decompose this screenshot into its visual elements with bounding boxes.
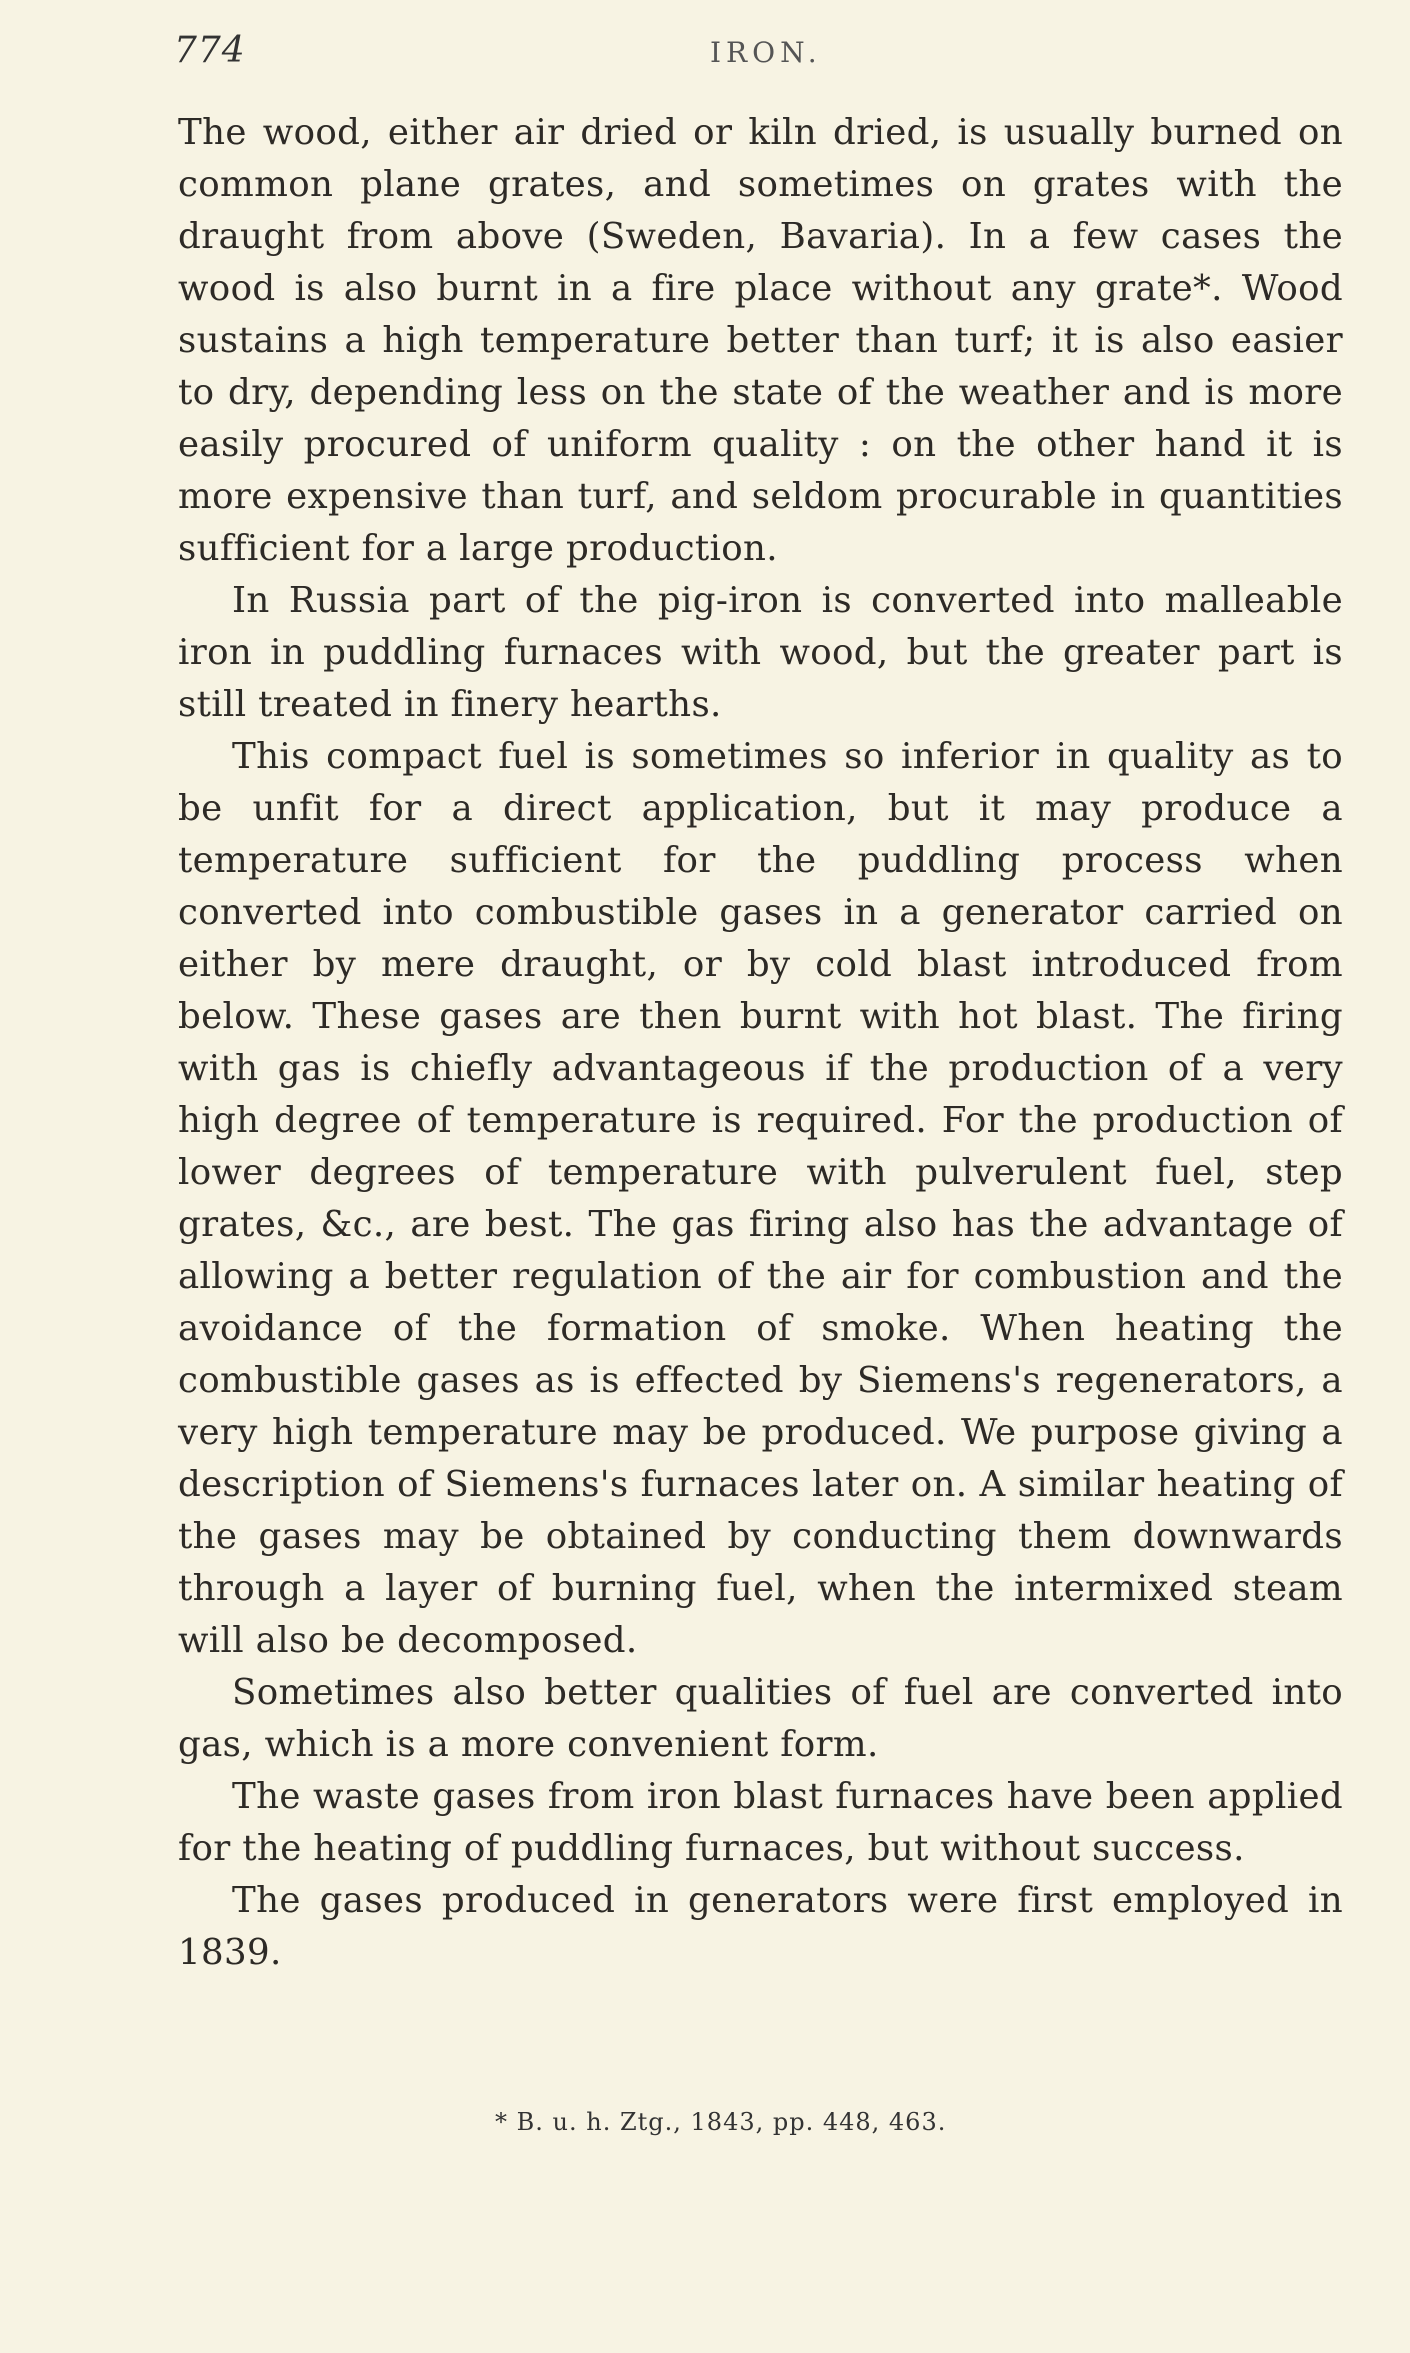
paragraph-waste-gases: The waste gases from iron blast furnaces have been applied for the heating of puddling furnaces, but without success.	[178, 1776, 1343, 1869]
page-header	[174, 30, 1339, 90]
paragraph-russia-puddling: In Russia part of the pig-iron is converted into malleable iron in puddling furnaces with wood, but the greater part is still treated in finery hearths.	[178, 580, 1343, 725]
footnote: * B. u. h. Ztg., 1843, pp. 448, 463.	[495, 2108, 947, 2136]
running-head: IRON.	[710, 36, 822, 69]
paragraph-wood-burning: The wood, either air dried or kiln dried, is usually burned on common plane grates, and sometimes on grates with the draught from above (Sweden, Bavaria). In a few cases the wood is also burnt in a fire place without any grate*. Wood sustains a high temperature better than turf; it is also easier to dry, depending less on the state of the weather and is more easily procured of uniform quality : on the other hand it is more expensive than turf, and seldom procurable in quantities sufficient for a large production.	[178, 112, 1343, 569]
paragraph-generators: The gases produced in generators were first employed in 1839.	[178, 1880, 1343, 1973]
paragraph-better-fuel: Sometimes also better qualities of fuel are converted into gas, which is a more convenient form.	[178, 1672, 1343, 1765]
paragraph-compact-fuel: This compact fuel is sometimes so inferior in quality as to be unfit for a direct application, but it may produce a temperature sufficient for the puddling process when converted into combustible gases in a generator carried on either by mere draught, or by cold blast introduced from below. These gases are then burnt with hot blast. The firing with gas is chiefly advantageous if the production of a very high degree of temperature is required. For the production of lower degrees of temperature with pulverulent fuel, step grates, &c., are best. The gas firing also has the advantage of allowing a better regulation of the air for combustion and the avoidance of the formation of smoke. When heating the combustible gases as is effected by Siemens's regenerators, a very high temperature may be produced. We purpose giving a description of Siemens's furnaces later on. A similar heating of the gases may be obtained by conducting them downwards through a layer of burning fuel, when the intermixed steam will also be decomposed.	[178, 736, 1343, 1661]
page-number: 774	[174, 30, 246, 71]
body-text	[178, 107, 1343, 1979]
